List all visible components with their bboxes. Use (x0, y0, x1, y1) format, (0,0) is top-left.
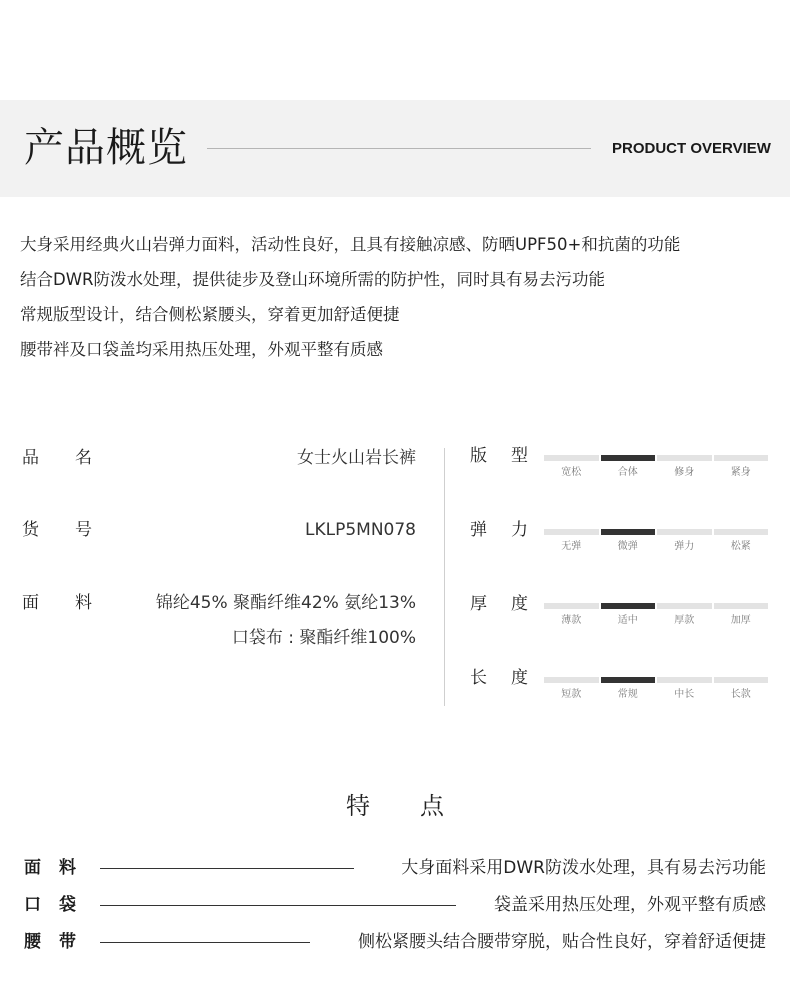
meter-label-length: 长 度 (470, 668, 528, 688)
meter-segment (544, 603, 599, 609)
feature-label-pocket: 口 袋 (24, 895, 76, 915)
spec-label-sku: 货 号 (22, 520, 92, 540)
meter-ticks-fit (544, 466, 768, 480)
meter-segment-active (601, 529, 656, 535)
meter-tick: 短款 (561, 689, 582, 700)
features-title: 特 点 (346, 792, 444, 820)
spec-value-sku: LKLP5MN078 (305, 520, 416, 540)
meter-ticks-length (544, 688, 768, 702)
header-divider (207, 148, 591, 149)
meter-track-stretch (544, 529, 768, 535)
meter-tick: 厚款 (674, 615, 695, 626)
feature-label-waistband: 腰 带 (24, 932, 76, 952)
meter-label-stretch: 弹 力 (470, 520, 528, 540)
meter-segment (544, 677, 599, 683)
feature-text-pocket: 袋盖采用热压处理，外观平整有质感 (494, 895, 766, 915)
page-title: 产品概览 (24, 125, 188, 171)
meter-track-thickness (544, 603, 768, 609)
meter-tick: 松紧 (730, 541, 751, 552)
meter-segment (544, 529, 599, 535)
meter-track-length (544, 677, 768, 683)
meter-tick: 加厚 (730, 615, 751, 626)
meter-segment-active (601, 603, 656, 609)
meter-segment (657, 455, 712, 461)
intro-line-1: 大身采用经典火山岩弹力面料，活动性良好，且具有接触凉感、防晒UPF50+和抗菌的功能 (20, 235, 681, 254)
meter-segment-active (601, 677, 656, 683)
spec-label-name: 品 名 (22, 448, 92, 468)
feature-rule (100, 942, 310, 943)
meter-track-fit (544, 455, 768, 461)
spec-value-pocket-fabric: 口袋布 : 聚酯纤维100% (231, 628, 416, 648)
meter-tick: 薄款 (561, 615, 582, 626)
spec-value-name: 女士火山岩长裤 (297, 448, 416, 468)
meter-tick: 合体 (617, 467, 638, 478)
intro-line-3: 常规版型设计，结合侧松紧腰头，穿着更加舒适便捷 (20, 305, 400, 324)
feature-rule (100, 905, 456, 906)
meter-tick: 适中 (617, 615, 638, 626)
meter-segment (714, 529, 769, 535)
meter-label-fit: 版 型 (470, 446, 528, 466)
meter-tick: 常规 (617, 689, 638, 700)
spec-value-fabric: 锦纶45% 聚酯纤维42% 氨纶13% (155, 593, 416, 613)
intro-line-4: 腰带袢及口袋盖均采用热压处理，外观平整有质感 (20, 340, 383, 359)
meter-tick: 长款 (730, 689, 751, 700)
feature-text-fabric: 大身面料采用DWR防泼水处理，具有易去污功能 (401, 858, 766, 878)
meter-tick: 紧身 (730, 467, 751, 478)
feature-label-fabric: 面 料 (24, 858, 76, 878)
meter-label-thickness: 厚 度 (470, 594, 528, 614)
meter-segment-active (601, 455, 656, 461)
meter-tick: 弹力 (674, 541, 695, 552)
feature-rule (100, 868, 354, 869)
meter-segment (544, 455, 599, 461)
meter-segment (657, 529, 712, 535)
spec-label-fabric: 面 料 (22, 593, 92, 613)
meter-tick: 微弹 (617, 541, 638, 552)
feature-text-waistband: 侧松紧腰头结合腰带穿脱，贴合性良好，穿着舒适便捷 (358, 932, 766, 952)
spec-divider (444, 448, 445, 706)
meter-segment (714, 455, 769, 461)
meter-tick: 修身 (674, 467, 695, 478)
meter-tick: 中长 (674, 689, 695, 700)
meter-segment (657, 603, 712, 609)
meter-ticks-thickness (544, 614, 768, 628)
meter-segment (714, 603, 769, 609)
intro-line-2: 结合DWR防泼水处理，提供徒步及登山环境所需的防护性，同时具有易去污功能 (20, 270, 605, 289)
meter-tick: 无弹 (561, 541, 582, 552)
page-title-english: PRODUCT OVERVIEW (612, 140, 771, 157)
meter-tick: 宽松 (561, 467, 582, 478)
meter-segment (714, 677, 769, 683)
meter-segment (657, 677, 712, 683)
meter-ticks-stretch (544, 540, 768, 554)
